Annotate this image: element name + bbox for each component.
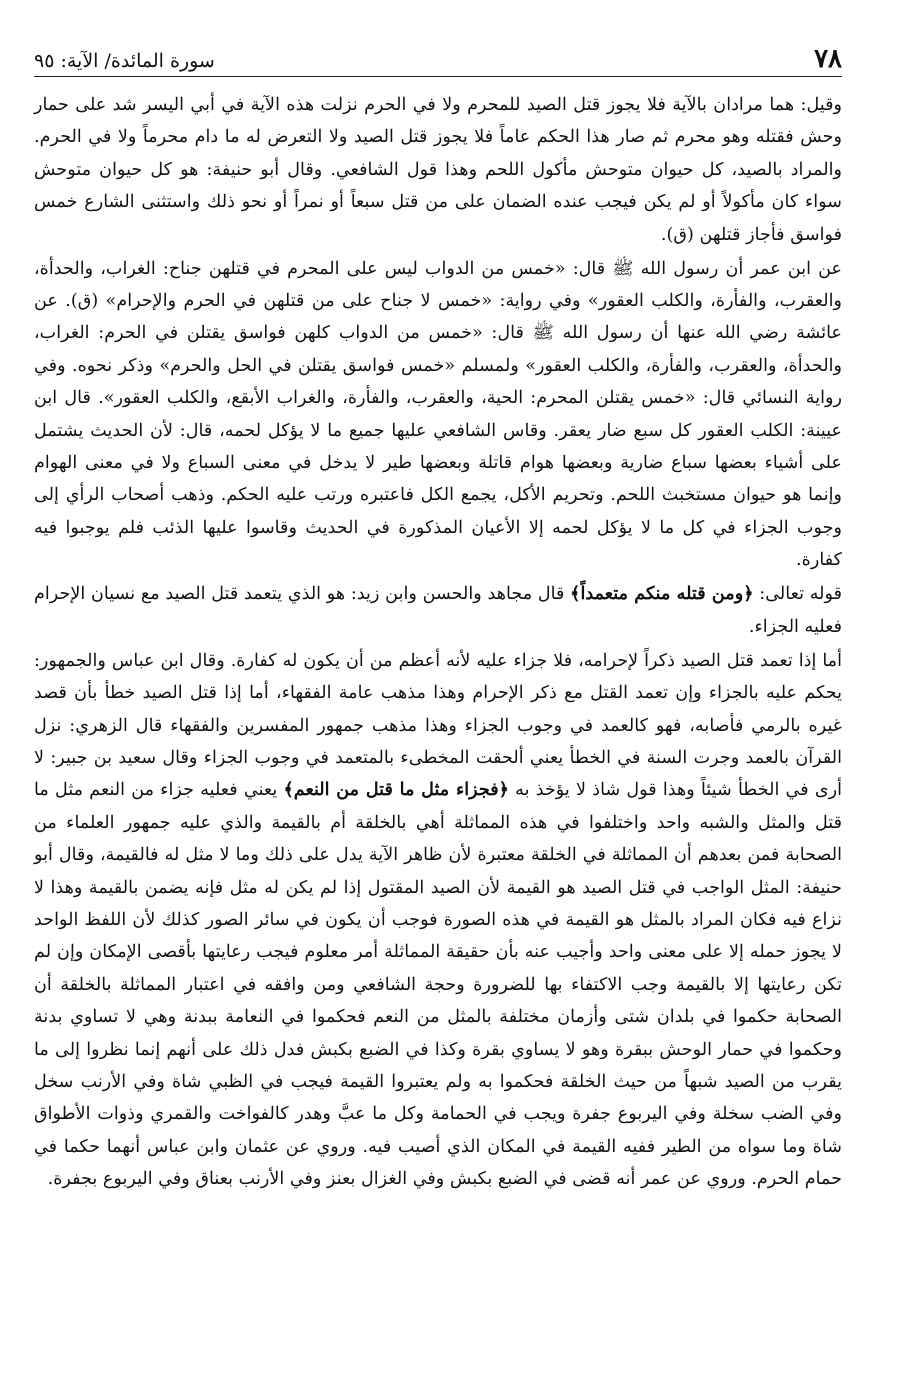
body-text (34, 89, 842, 1196)
book-page (34, 38, 842, 1358)
quran-verse-1: ﴿ومن قتله منكم متعمداً﴾ (570, 583, 754, 605)
paragraph-1: وقيل: هما مرادان بالآية فلا يجوز قتل الصيد للمحرم ولا في الحرم نزلت هذه الآية في أبي اليسر شد على حمار وحش فقتله وهو محرم ثم صار هذا الحكم عاماً فلا يجوز قتل الصيد ولا التعرض له ما دام محرماً ولا في الحرم. والمراد بالصيد، كل حيوان متوحش مأكول اللحم وهذا قول الشافعي. وقال أبو حنيفة: هو كل حيوان متوحش سواء كان مأكولاً أو لم يكن فيجب عنده الضمان على من قتل سبعاً أو نمراً أو نحو ذلك واستثنى الشارع خمس فواسق فأجاز قتلهن (ق). (34, 95, 842, 245)
paragraph-3 (34, 578, 842, 643)
paragraph-4-intro: أما إذا تعمد قتل الصيد ذكراً لإحرامه، فلا جزاء عليه لأنه أعظم من أن يكون له كفارة. وقال ابن عباس والجمهور: يحكم عليه بالجزاء وإن تعمد القتل مع ذكر الإحرام وهذا مذهب عامة الفقهاء، أما إذا قتل الصيد خطأ بأن قصد غيره بالرمي فأصابه، فهو كالعمد في وجوب الجزاء وهذا مذهب جمهور المفسرين والفقهاء قال الزهري: نزل القرآن بالعمد وجرت السنة في الخطأ يعني ألحقت المخطىء بالمتعمد في وجوب الجزاء وقال سعيد بن جبير: لا أرى في الخطأ شيئاً وهذا قول شاذ لا يؤخذ به (34, 650, 842, 801)
page-number: ٧٨ (814, 44, 842, 74)
paragraph-4 (34, 645, 842, 1196)
paragraph-4-commentary: يعني فعليه جزاء من النعم مثل ما قتل والمثل والشبه واحد واختلفوا في هذه المماثلة أهي بالخلقة أم بالقيمة والذي عليه جمهور العلماء من الصحابة فمن بعدهم أن المماثلة في الخلقة معتبرة لأن ظاهر الآية يدل على ذلك وما لا مثل له فالقيمة، وقال أبو حنيفة: المثل الواجب في قتل الصيد هو القيمة لأن الصيد المقتول إذا لم يكن له مثل فإنه يضمن بالقيمة وهذا لا نزاع فيه فكان المراد بالمثل هو القيمة في هذه الصورة فوجب أن يكون في سائر الصور كذلك لأن اللفظ الواحد لا يجوز حمله إلا على معنى واحد وأجيب عنه بأن حقيقة المماثلة أمر معلوم فيجب رعايتها بأقصى الإمكان وإن لم تكن رعايتها إلا بالقيمة وجب الاكتفاء بها للضرورة وحجة الشافعي ومن وافقه في اعتبار المماثلة بالخلقة أن الصحابة حكموا في بلدان شتى وأزمان مختلفة بالمثل من النعم فحكموا في النعامة ببدنة وهي لا تساوي بدنة وحكموا في حمار الوحش ببقرة وهو لا يساوي بقرة وكذا في الضبع بكبش فدل ذلك على أنهم إنما نظروا إلى ما يقرب من الصيد شبهاً من حيث الخلقة فحكموا به ولم يعتبروا القيمة فيجب في الظبي شاة وفي الأرنب سخل وفي الضب سخلة وفي اليربوع جفرة ويجب في الحمامة وكل ما عبَّ وهدر كالفواخت والقمري وذوات الأطواق شاة وما سواه من الطير ففيه القيمة في المكان الذي أصيب فيه. وروي عن عثمان وابن عباس أنهما حكما في حمام الحرم. وروي عن عمر أنه قضى في الضبع بكبش وفي الغزال بعنز وفي الأرنب بعناق وفي اليربوع بجفرة. (34, 780, 842, 1190)
paragraph-3-commentary: قال مجاهد والحسن وابن زيد: هو الذي يتعمد قتل الصيد مع نسيان الإحرام فعليه الجزاء. (34, 584, 842, 637)
quran-verse-2: ﴿فجزاء مثل ما قتل من النعم﴾ (283, 779, 509, 801)
running-title: سورة المائدة/ الآية: ٩٥ (34, 50, 215, 72)
paragraph-2: عن ابن عمر أن رسول الله ﷺ قال: «خمس من الدواب ليس على المحرم في قتلهن جناح: الغراب، والحدأة، والعقرب، والفأرة، والكلب العقور» وفي رواية: «خمس لا جناح على من قتلهن في الحرم والإحرام» (ق). عن عائشة رضي الله عنها أن رسول الله ﷺ قال: «خمس من الدواب كلهن فواسق يقتلن في الحرم: الغراب، والحدأة، والعقرب، والفأرة، والكلب العقور» ولمسلم «خمس فواسق يقتلن في الحل والحرم» وذكر نحوه. وفي رواية النسائي قال: «خمس يقتلن المحرم: الحية، والعقرب، والفأرة، والغراب الأبقع، والكلب العقور». قال ابن عيينة: الكلب العقور كل سبع ضار يعقر. وقاس الشافعي عليها جميع ما لا يؤكل لحمه، قال: لأن الحديث يشتمل على أشياء بعضها سباع ضارية وبعضها هوام قاتلة وبعضها طير لا يدخل في معنى السباع ولا في معنى الهوام وإنما هو حيوان مستخبث اللحم. وتحريم الأكل، يجمع الكل فاعتبره ورتب عليه الحكم. وذهب أصحاب الرأي إلى وجوب الجزاء في كل ما لا يؤكل لحمه إلا الأعيان المذكورة في الحديث وقاسوا عليها الذئب فلم يوجبوا فيه كفارة. (34, 258, 842, 571)
paragraph-3-intro: قوله تعالى: (753, 584, 842, 605)
page-header (34, 38, 842, 77)
